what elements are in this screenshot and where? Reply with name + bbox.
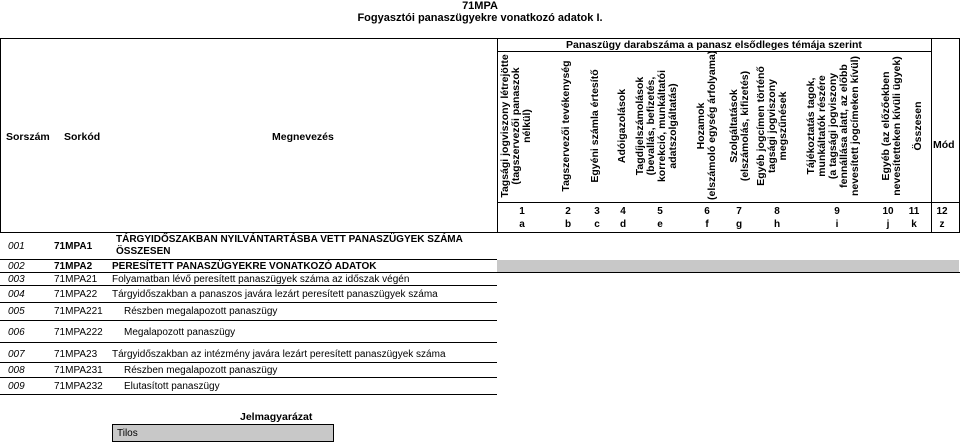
col-letter: b (564, 219, 572, 230)
report-title: Fogyasztói panaszügyekre vonatkozó adatok I. (357, 12, 603, 24)
forbidden-bar (497, 260, 959, 272)
col-letter: a (519, 219, 525, 230)
col-letter: j (886, 219, 890, 230)
col-letter: d (619, 219, 627, 230)
col-header-3: Egyéni számla értesítő (589, 69, 601, 183)
legend-title: Jelmagyarázat (240, 411, 313, 423)
row-sorkod: 71MPA231 (54, 365, 103, 376)
col-number: 12 (936, 206, 948, 217)
col-letter: i (835, 219, 839, 230)
col-header-7: Szolgáltatások (elszámolás, kifizetés) (728, 70, 751, 182)
col-letter: g (735, 219, 743, 230)
col-header-9: Tájékoztatás tagok, munkáltatók részére (a tagsági jogviszony fennállása alatt, az előbb nevesített jogcímeken kívül) (805, 55, 861, 197)
row-megnevezes: Megalapozott panaszügy (124, 327, 236, 338)
col-number: 8 (774, 206, 780, 217)
legend-box (112, 424, 334, 442)
col-letter: z (939, 219, 945, 230)
col-number: 7 (736, 206, 742, 217)
col-header-2: Tagszervezői tevékenység (560, 60, 572, 192)
row-sorszam: 006 (8, 327, 25, 338)
col-header-1: Tagsági jogviszony létrejötte (tagszervezői panaszok nélkül) (499, 54, 533, 198)
col-header-4: Adóigazolások (616, 88, 628, 164)
header-mod: Mód (933, 139, 955, 151)
row-megnevezes: Részben megalapozott panaszügy (124, 306, 278, 317)
row-sorszam: 004 (8, 289, 25, 300)
col-letter: c (594, 219, 600, 230)
col-header-5: Tagdíjelszámolások (bevallás, befizetés, korrekció, munkáltatói adatszolgáltatás) (634, 69, 679, 183)
row-megnevezes: Folyamatban lévő peresített panaszügyek száma az időszak végén (112, 274, 410, 285)
row-sorszam: 008 (8, 365, 25, 376)
row-sorszam: 005 (8, 306, 25, 317)
col-letter: k (911, 219, 917, 230)
col-number: 4 (620, 206, 626, 217)
col-letter: f (705, 219, 709, 230)
row-megnevezes: Tárgyidőszakban a panaszos javára lezárt peresített panaszügyek száma (112, 289, 438, 300)
col-header-6: Hozamok (elszámoló egység árfolyama) (695, 50, 718, 200)
header-sorszam: Sorszám (6, 131, 50, 143)
row-megnevezes: TÁRGYIDŐSZAKBAN NYILVÁNTARTÁSBA VETT PANASZÜGYEK SZÁMA (116, 234, 463, 245)
col-number: 11 (908, 206, 920, 217)
col-header-11: Összesen (912, 101, 924, 151)
col-number: 2 (565, 206, 571, 217)
row-sorszam: 003 (8, 274, 25, 285)
row-sorkod: 71MPA221 (54, 306, 103, 317)
col-number: 1 (519, 206, 525, 217)
row-megnevezes-2: ÖSSZESEN (116, 246, 171, 257)
col-letter: e (657, 219, 663, 230)
row-sorkod: 71MPA23 (54, 349, 98, 360)
row-megnevezes: Tárgyidőszakban az intézmény javára lezárt peresített panaszügyek száma (112, 349, 446, 360)
row-sorkod: 71MPA1 (54, 241, 93, 252)
row-megnevezes: PERESÍTETT PANASZÜGYEKRE VONATKOZÓ ADATOK (112, 261, 377, 272)
col-header-8: Egyéb jogcímen történő tagsági jogviszony megszűnések (755, 66, 789, 186)
header-sorkod: Sorkód (64, 131, 101, 143)
col-number: 9 (834, 206, 840, 217)
legend-swatch (113, 425, 333, 441)
row-sorszam: 002 (8, 261, 25, 272)
row-megnevezes: Részben megalapozott panaszügy (124, 365, 278, 376)
group-title: Panaszügy darabszáma a panasz elsődleges témája szerint (566, 39, 862, 51)
row-sorkod: 71MPA222 (54, 327, 103, 338)
row-sorkod: 71MPA21 (54, 274, 98, 285)
col-header-10: Egyéb (az előzőekben nevesítetteken kívüli ügyek) (880, 56, 903, 196)
header-megnevezes: Megnevezés (272, 131, 334, 143)
col-number: 6 (704, 206, 710, 217)
col-number: 5 (657, 206, 663, 217)
col-number: 10 (882, 206, 894, 217)
row-sorkod: 71MPA232 (54, 381, 103, 392)
row-sorkod: 71MPA2 (54, 261, 93, 272)
col-number: 3 (594, 206, 600, 217)
row-sorkod: 71MPA22 (54, 289, 98, 300)
col-letter: h (773, 219, 781, 230)
row-sorszam: 009 (8, 381, 25, 392)
row-sorszam: 007 (8, 349, 25, 360)
row-sorszam: 001 (8, 241, 25, 252)
legend-item: Tilos (117, 428, 138, 439)
report-code: 71MPA (462, 0, 498, 12)
row-megnevezes: Elutasított panaszügy (124, 381, 220, 392)
